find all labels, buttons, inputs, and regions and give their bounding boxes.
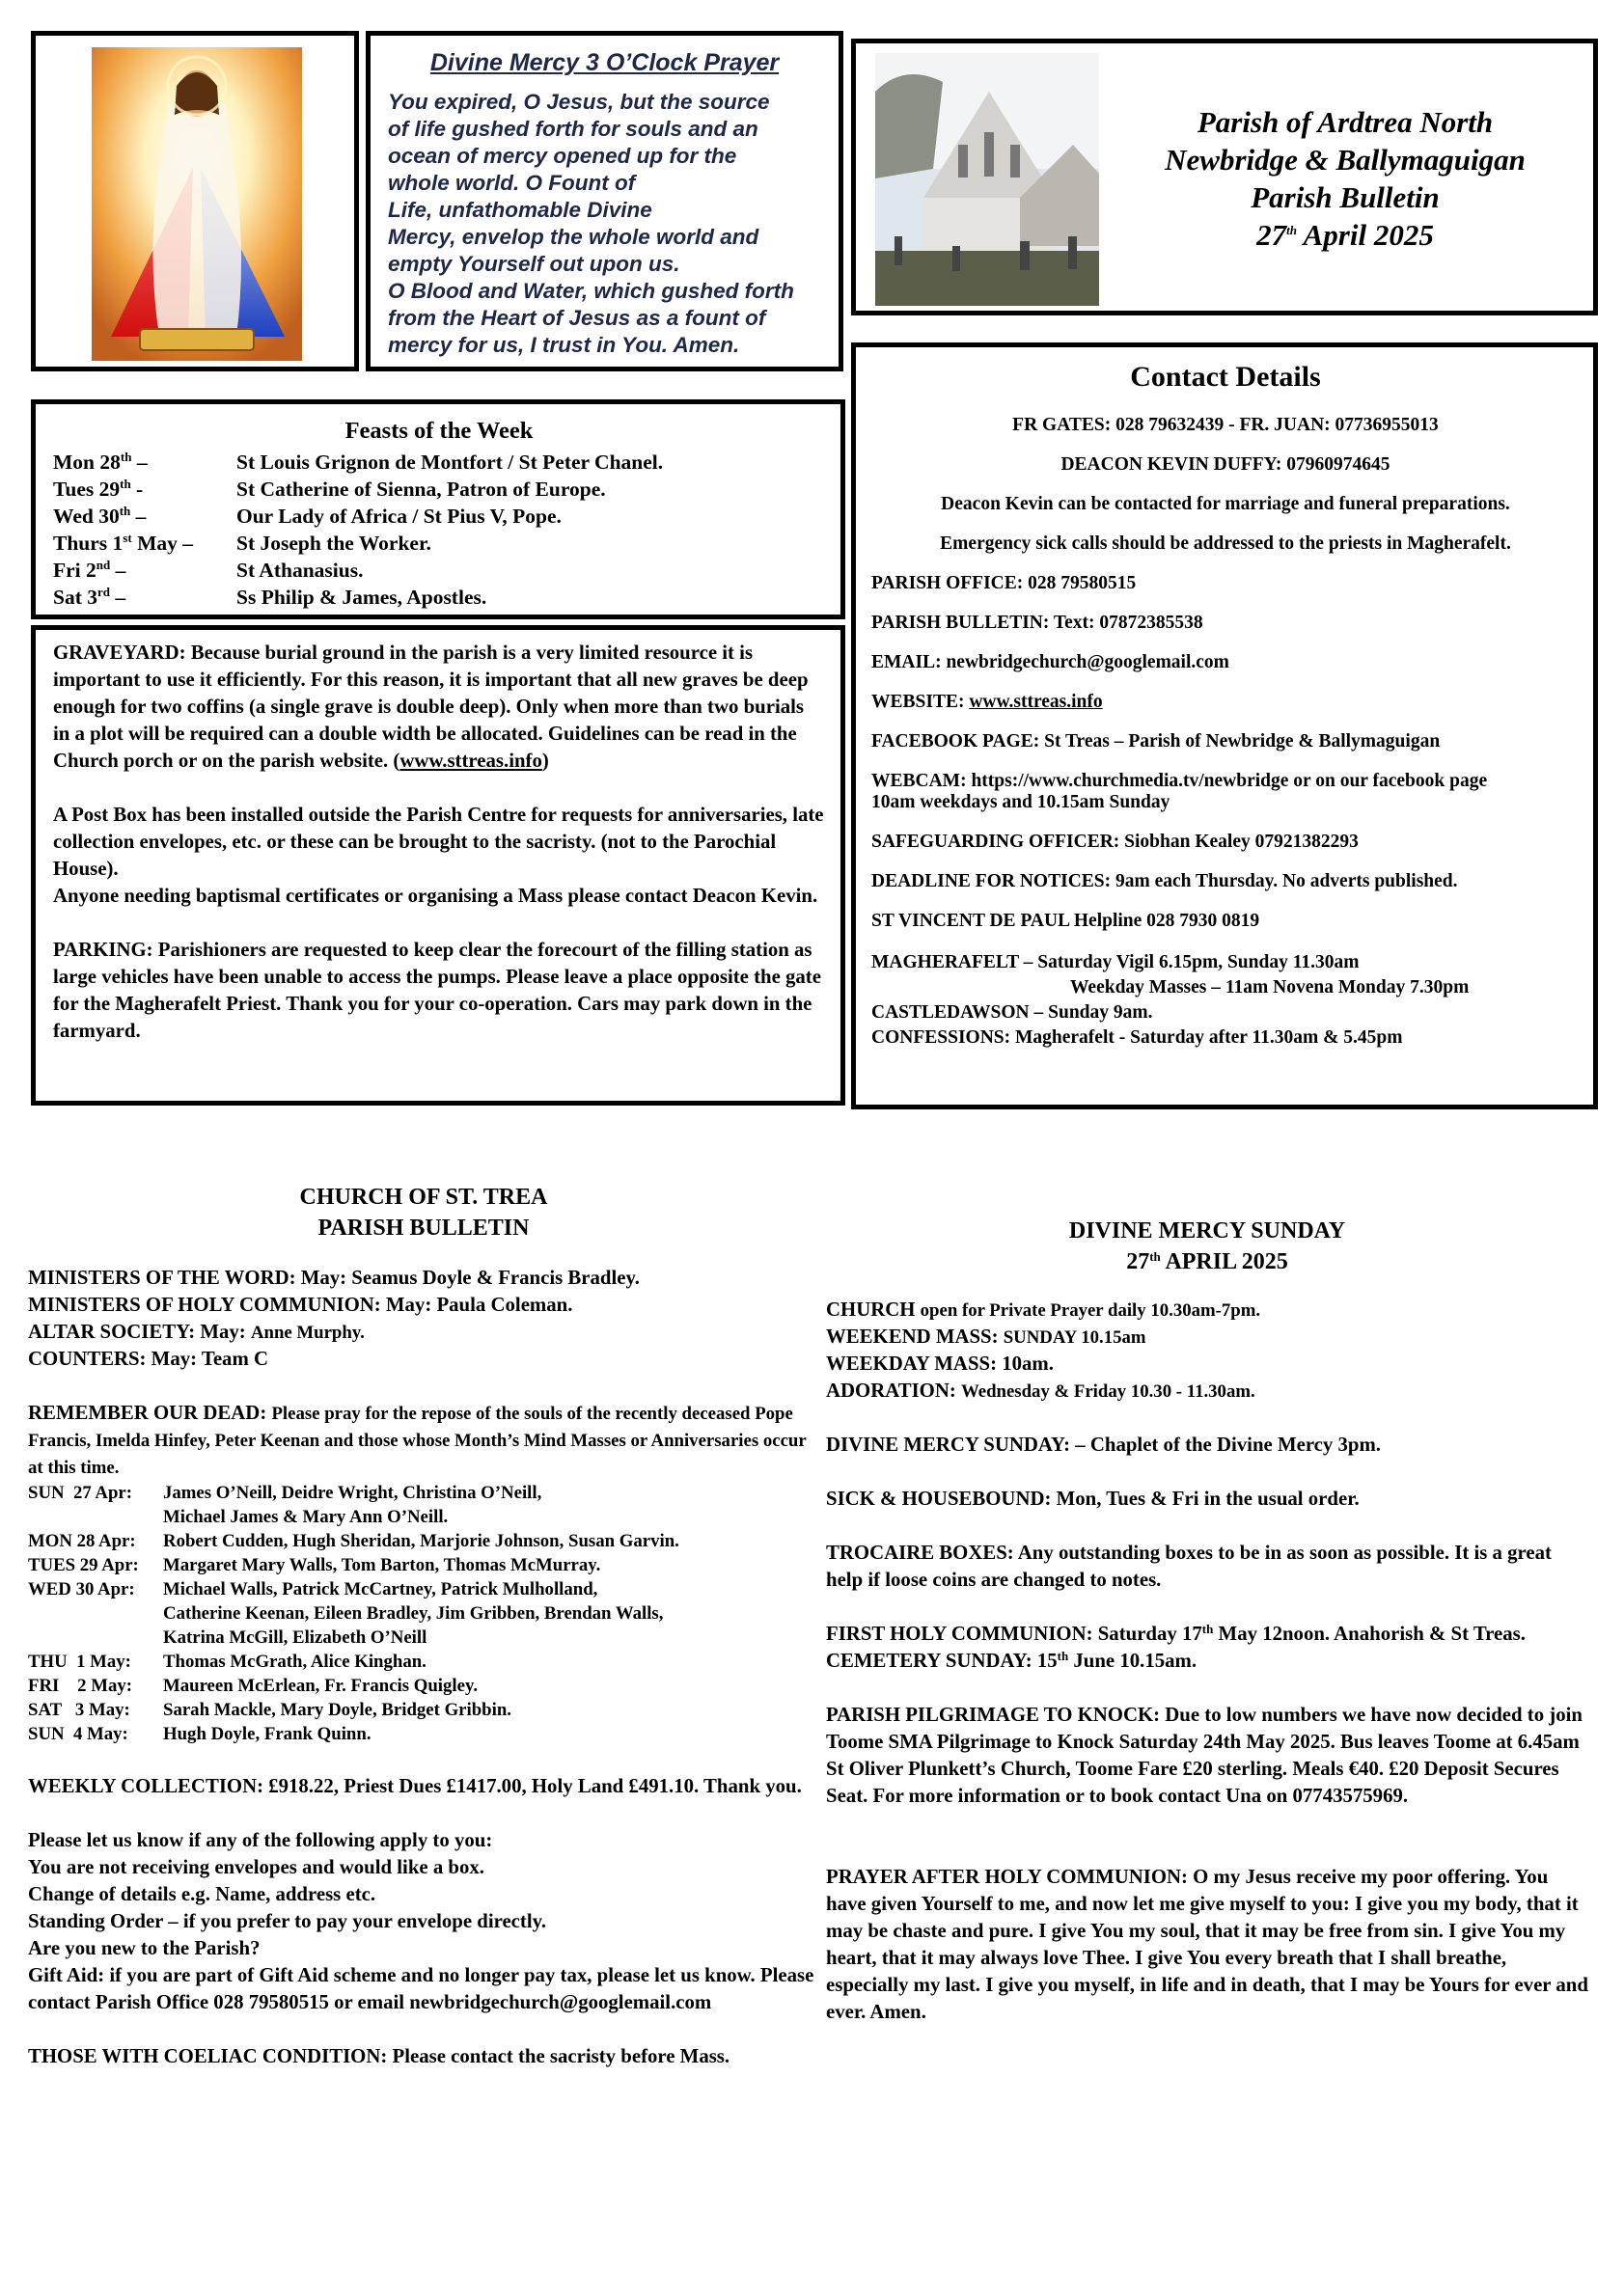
trocaire-boxes: TROCAIRE BOXES: Any outstanding boxes to be in as soon as possible. It is a great help if loose coins are changed to notes. bbox=[826, 1542, 1552, 1591]
feast-day: Mon 28th – bbox=[53, 450, 148, 474]
priest-contacts: FR GATES: 028 79632439 - FR. JUAN: 07736955013 bbox=[1012, 415, 1439, 435]
counters: COUNTERS: May: Team C bbox=[28, 1348, 268, 1370]
knock-pilgrimage: PARISH PILGRIMAGE TO KNOCK: Due to low numbers we have now decided to join Toome SMA Pilgrimage to Knock Saturday 24th May 2025. Bus leaves Toome at 6.45am St Oliver Plunkett’s Church, Toome Fare £20 sterling. Meals €40. £20 Deposit Secures Seat. For more information or to book contact Una on 07743575969. bbox=[826, 1704, 1583, 1807]
coeliac-notice: THOSE WITH COELIAC CONDITION: Please contact the sacristy before Mass. bbox=[28, 2045, 730, 2067]
deacon-note: Deacon Kevin can be contacted for marriage and funeral preparations. bbox=[941, 494, 1510, 514]
feast-name: Ss Philip & James, Apostles. bbox=[236, 586, 487, 609]
dead-date: MON 28 Apr: bbox=[28, 1531, 136, 1551]
dead-date: FRI 2 May: bbox=[28, 1676, 132, 1696]
prayer-line: mercy for us, I trust in You. Amen. bbox=[388, 333, 740, 357]
dead-date: TUES 29 Apr: bbox=[28, 1555, 139, 1575]
dead-row bbox=[28, 1674, 819, 1698]
sick-housebound: SICK & HOUSEBOUND: Mon, Tues & Fri in the usual order. bbox=[826, 1488, 1360, 1510]
contact-details-box bbox=[851, 342, 1598, 1109]
sunday-title-2: 27th APRIL 2025 bbox=[1126, 1249, 1288, 1274]
prayer-title: Divine Mercy 3 O’Clock Prayer bbox=[429, 49, 780, 76]
mass-times-nearby: MAGHERAFELT – Saturday Vigil 6.15pm, Sunday 11.30am Weekday Masses – 11am Novena Monday 7.30pm CASTLEDAWSON – Sunday 9am. CONFESSIONS: Magherafelt - Saturday after 11.30am & 5.45pm bbox=[871, 952, 1470, 1048]
dead-names: Catherine Keenan, Eileen Bradley, Jim Gribben, Brendan Walls, bbox=[163, 1603, 664, 1624]
emergency-note: Emergency sick calls should be addressed to the priests in Magherafelt. bbox=[940, 533, 1511, 554]
parish-title bbox=[1109, 103, 1582, 254]
feast-row bbox=[53, 530, 825, 557]
gift-aid: Gift Aid: if you are part of Gift Aid scheme and no longer pay tax, please let us know. Please contact Parish Office 028 79580515 or email newbridgechurch@googlemail.com bbox=[28, 1964, 814, 2013]
graveyard-website-link[interactable]: www.sttreas.info bbox=[399, 750, 542, 772]
dead-row bbox=[28, 1577, 819, 1601]
dead-list bbox=[28, 1481, 819, 1746]
graveyard-notice: GRAVEYARD: Because burial ground in the parish is a very limited resource it is important to use it efficiently. For this reason, it is important that all new graves be deep enough for two coffins (a single grave is double deep). Only when more than two burials in a plot will be required can a double width be allocated. Guidelines can be read in the Church porch or on the parish website. (www.sttreas.info) bbox=[53, 642, 809, 772]
parking-notice: PARKING: Parishioners are requested to keep clear the forecourt of the filling station as large vehicles have been unable to access the pumps. Please leave a place opposite the gate for the Magherafelt Priest. Thank you for your co-operation. Cars may park down in the farmyard. bbox=[53, 939, 821, 1042]
bulletin-text: PARISH BULLETIN: Text: 07872385538 bbox=[871, 613, 1203, 633]
parish-locations: Newbridge & Ballymaguigan bbox=[1165, 143, 1526, 177]
website: WEBSITE: www.sttreas.info bbox=[871, 692, 1103, 712]
dead-names: Thomas McGrath, Alice Kinghan. bbox=[163, 1652, 427, 1672]
divine-mercy-chaplet: DIVINE MERCY SUNDAY: – Chaplet of the Divine Mercy 3pm. bbox=[826, 1434, 1381, 1456]
dead-date bbox=[28, 1626, 163, 1650]
dead-date bbox=[28, 1505, 163, 1529]
postbox-notice: A Post Box has been installed outside the Parish Centre for requests for anniversaries, late collection envelopes, etc. or these can be brought to the sacristy. (not to the Parochial House). bbox=[53, 804, 824, 880]
dead-names: Katrina McGill, Elizabeth O’Neill bbox=[163, 1627, 427, 1648]
feast-row bbox=[53, 476, 825, 503]
dead-names: Margaret Mary Walls, Tom Barton, Thomas McMurray. bbox=[163, 1555, 601, 1575]
prayer-line: You expired, O Jesus, but the source bbox=[388, 90, 770, 114]
feast-day: Thurs 1st May – bbox=[53, 531, 193, 555]
prayer-line: Mercy, envelop the whole world and bbox=[388, 225, 759, 249]
prayer-line: ocean of mercy opened up for the bbox=[388, 144, 737, 168]
dead-names: Robert Cudden, Hugh Sheridan, Marjorie Johnson, Susan Garvin. bbox=[163, 1531, 679, 1551]
deacon-contact: DEACON KEVIN DUFFY: 07960974645 bbox=[1060, 454, 1390, 475]
adoration: ADORATION: Wednesday & Friday 10.30 - 11.30am. bbox=[826, 1380, 1255, 1402]
feast-name: St Joseph the Worker. bbox=[236, 532, 431, 555]
dead-date: SAT 3 May: bbox=[28, 1700, 130, 1720]
dead-row bbox=[28, 1698, 819, 1722]
let-us-know: Please let us know if any of the following apply to you: You are not receiving envelopes and would like a box. Change of details e.g. Name, address etc. Standing Order – if you prefer to pay your envelope directly. Are you new to the Parish? bbox=[28, 1829, 547, 1959]
dead-names: Michael Walls, Patrick McCartney, Patrick Mulholland, bbox=[163, 1579, 598, 1599]
prayer-line: from the Heart of Jesus as a fount of bbox=[388, 306, 766, 330]
dead-row bbox=[28, 1529, 819, 1553]
cemetery-sunday: CEMETERY SUNDAY: 15th June 10.15am. bbox=[826, 1649, 1197, 1672]
feast-name: St Louis Grignon de Montfort / St Peter Chanel. bbox=[236, 451, 664, 474]
dead-date: SUN 27 Apr: bbox=[28, 1483, 133, 1503]
svdp-helpline: ST VINCENT DE PAUL Helpline 028 7930 0819 bbox=[871, 911, 1260, 931]
sunday-column bbox=[826, 1216, 1588, 2026]
safeguarding-officer: SAFEGUARDING OFFICER: Siobhan Kealey 07921382293 bbox=[871, 832, 1359, 852]
weekday-mass: WEEKDAY MASS: 10am. bbox=[826, 1353, 1054, 1375]
dead-names: James O’Neill, Deidre Wright, Christina O’Neill, bbox=[163, 1483, 542, 1503]
contact-title: Contact Details bbox=[1130, 361, 1321, 393]
prayer-text bbox=[388, 89, 825, 359]
divine-mercy-prayer-box bbox=[366, 31, 843, 371]
facebook-page: FACEBOOK PAGE: St Treas – Parish of Newbridge & Ballymaguigan bbox=[871, 731, 1441, 752]
feasts-title: Feasts of the Week bbox=[344, 418, 534, 444]
bulletin-title-1: CHURCH OF ST. TREA bbox=[299, 1185, 548, 1210]
feast-day: Fri 2nd – bbox=[53, 558, 126, 582]
dead-date: SUN 4 May: bbox=[28, 1724, 128, 1744]
webcam: WEBCAM: https://www.churchmedia.tv/newbridge or on our facebook page 10am weekdays and 10.15am Sunday bbox=[871, 771, 1488, 812]
altar-society: ALTAR SOCIETY: May: Anne Murphy. bbox=[28, 1321, 365, 1343]
dead-row bbox=[28, 1505, 819, 1529]
dead-row bbox=[28, 1650, 819, 1674]
prayer-after-communion: PRAYER AFTER HOLY COMMUNION: O my Jesus receive my poor offering. You have given Yourself to me, and now let me give myself to you: I give you my body, that it may be chaste and pure. I give You my soul, that it may be free from sin. I give You my heart, that it may always love Thee. I give You every breath that I shall breathe, especially my last. I give you myself, in life and in death, that I may be Yours for ever and ever. Amen. bbox=[826, 1866, 1588, 2023]
divine-mercy-image bbox=[92, 47, 302, 361]
dead-row bbox=[28, 1481, 819, 1505]
dead-names: Sarah Mackle, Mary Doyle, Bridget Gribbin. bbox=[163, 1700, 511, 1720]
church-photo bbox=[875, 53, 1099, 306]
bulletin-label: Parish Bulletin bbox=[1251, 180, 1440, 214]
parish-name: Parish of Ardtrea North bbox=[1197, 105, 1494, 139]
sunday-title-1: DIVINE MERCY SUNDAY bbox=[1068, 1218, 1346, 1244]
website-link[interactable]: www.sttreas.info bbox=[969, 692, 1103, 712]
feast-row bbox=[53, 584, 825, 611]
feast-day: Sat 3rd – bbox=[53, 585, 126, 609]
feast-name: Our Lady of Africa / St Pius V, Pope. bbox=[236, 505, 562, 528]
dead-names: Michael James & Mary Ann O’Neill. bbox=[163, 1507, 449, 1527]
dead-date: WED 30 Apr: bbox=[28, 1579, 135, 1599]
prayer-line: Life, unfathomable Divine bbox=[388, 198, 652, 222]
bulletin-title-2: PARISH BULLETIN bbox=[317, 1216, 530, 1241]
feast-list bbox=[53, 449, 825, 611]
dead-names: Hugh Doyle, Frank Quinn. bbox=[163, 1724, 372, 1744]
prayer-line: O Blood and Water, which gushed forth bbox=[388, 279, 794, 303]
feast-name: St Catherine of Sienna, Patron of Europe. bbox=[236, 478, 606, 501]
dead-row bbox=[28, 1553, 819, 1577]
dead-row bbox=[28, 1626, 819, 1650]
remember-dead: REMEMBER OUR DEAD: Please pray for the repose of the souls of the recently deceased Pope Francis, Imelda Hinfey, Peter Keenan and those whose Month’s Mind Masses or Anniversaries occur at this time. bbox=[28, 1402, 807, 1478]
feast-row bbox=[53, 449, 825, 476]
prayer-line: of life gushed forth for souls and an bbox=[388, 117, 758, 141]
email: EMAIL: newbridgechurch@googlemail.com bbox=[871, 652, 1229, 672]
prayer-line: empty Yourself out upon us. bbox=[388, 252, 680, 276]
deadline: DEADLINE FOR NOTICES: 9am each Thursday. No adverts published. bbox=[871, 871, 1458, 891]
weekend-mass: WEEKEND MASS: SUNDAY 10.15am bbox=[826, 1326, 1146, 1348]
feast-row bbox=[53, 503, 825, 530]
dead-date: THU 1 May: bbox=[28, 1652, 131, 1672]
ministers-communion: MINISTERS OF HOLY COMMUNION: May: Paula Coleman. bbox=[28, 1294, 573, 1316]
notices-box bbox=[31, 625, 845, 1106]
divine-mercy-image-box bbox=[31, 31, 359, 371]
church-open: CHURCH open for Private Prayer daily 10.30am-7pm. bbox=[826, 1298, 1261, 1321]
first-holy-communion: FIRST HOLY COMMUNION: Saturday 17th May 12noon. Anahorish & St Treas. bbox=[826, 1622, 1526, 1645]
feast-row bbox=[53, 557, 825, 584]
bulletin-date: 27th April 2025 bbox=[1256, 218, 1434, 252]
dead-row bbox=[28, 1722, 819, 1746]
ministers-word: MINISTERS OF THE WORD: May: Seamus Doyle & Francis Bradley. bbox=[28, 1267, 640, 1289]
dead-names: Maureen McErlean, Fr. Francis Quigley. bbox=[163, 1676, 479, 1696]
weekly-collection: WEEKLY COLLECTION: £918.22, Priest Dues £1417.00, Holy Land £491.10. Thank you. bbox=[28, 1775, 802, 1797]
feast-day: Wed 30th – bbox=[53, 504, 147, 528]
feasts-of-week-box bbox=[31, 399, 845, 619]
baptismal-notice: Anyone needing baptismal certificates or organising a Mass please contact Deacon Kevin. bbox=[53, 885, 818, 907]
parish-header-box bbox=[851, 39, 1598, 315]
dead-row bbox=[28, 1601, 819, 1626]
parish-office: PARISH OFFICE: 028 79580515 bbox=[871, 573, 1137, 593]
dead-date bbox=[28, 1601, 163, 1626]
prayer-line: whole world. O Fount of bbox=[388, 171, 636, 195]
feast-day: Tues 29th - bbox=[53, 477, 144, 501]
bulletin-column bbox=[28, 1182, 819, 2070]
feast-name: St Athanasius. bbox=[236, 559, 364, 582]
